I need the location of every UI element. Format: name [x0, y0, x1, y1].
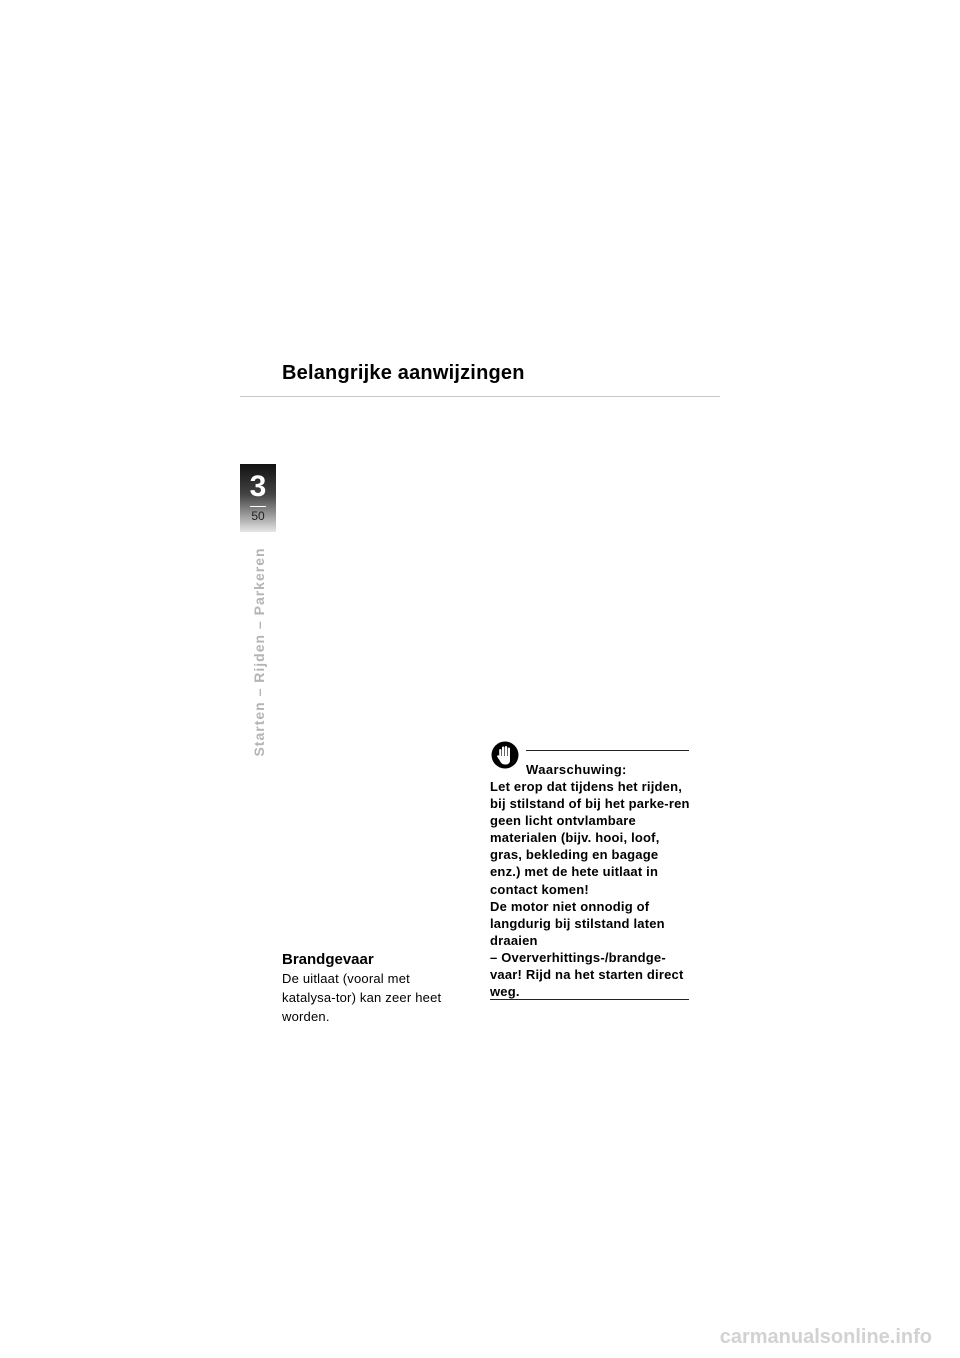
warning-top-rule — [526, 750, 689, 751]
chapter-number: 3 — [249, 470, 267, 503]
title-divider — [240, 396, 720, 397]
chapter-tab — [240, 464, 276, 532]
section-heading: Brandgevaar — [282, 951, 374, 968]
stop-hand-icon — [491, 741, 519, 769]
warning-bottom-rule — [490, 999, 689, 1000]
warning-body — [490, 778, 690, 1000]
page-title: Belangrijke aanwijzingen — [282, 362, 525, 384]
warning-paragraph: – Oververhittings-/brandge-vaar! Rijd na het starten direct weg. — [490, 949, 684, 1000]
warning-heading: Waarschuwing: — [526, 762, 627, 777]
chapter-side-label: Starten – Rijden – Parkeren — [251, 547, 267, 757]
watermark: carmanualsonline.info — [719, 1326, 932, 1348]
warning-paragraph: De motor niet onnodig of langdurig bij stilstand laten draaien — [490, 898, 665, 948]
page-number: 50 — [251, 509, 265, 523]
warning-paragraph: Let erop dat tijdens het rijden, bij stilstand of bij het parke-ren geen licht ontvlambare materialen (bijv. hooi, loof, gras, bekleding en bagage enz.) met de hete uitlaat in contact komen! — [490, 779, 690, 897]
section-body: De uitlaat (vooral met katalysa-tor) kan zeer heet worden. — [282, 971, 442, 1024]
chapter-divider — [250, 506, 266, 507]
